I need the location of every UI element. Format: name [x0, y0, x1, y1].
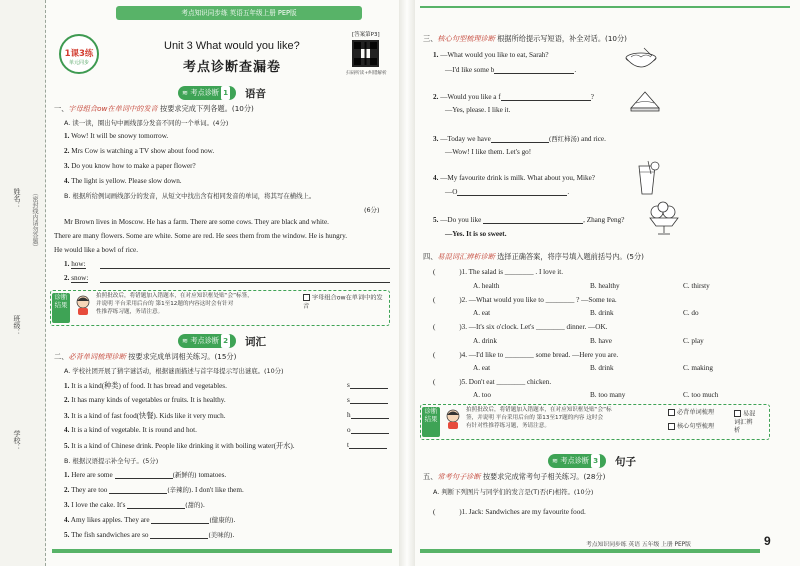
phonics-item-2[interactable]: 2. Mrs Cow is watching a TV show about food now.: [64, 147, 215, 155]
girl-mascot-icon: [73, 294, 93, 316]
binding-gutter: [0, 0, 46, 566]
mc-question-2[interactable]: ( )2. —What would you like to ________ ? —Some tea.: [433, 296, 617, 304]
fill-item-3[interactable]: 3. I love the cake. It's (甜的).: [64, 501, 205, 509]
riddle-answer-2[interactable]: s: [347, 396, 388, 404]
question-3-heading: 三、核心句型梳理诊断 根据所给提示写短语，补全对话。(10分): [423, 34, 627, 43]
dialog-3-line-1[interactable]: 3. —Today we have (西红柿汤) and rice.: [433, 135, 606, 143]
mc-question-3[interactable]: ( )3. —It's six o'clock. Let's ________ dinner. —OK.: [433, 323, 608, 331]
passage-line-3: He would like a bowl of rice.: [54, 246, 139, 254]
riddle-answer-4[interactable]: o: [347, 426, 389, 434]
passage-line-2: There are many flowers. Some are white. Some are red. He sees them from the window. He is hungry.: [54, 232, 348, 240]
diagnosis-label-1: 诊断结果: [52, 293, 70, 323]
mc-option-2a[interactable]: A. eat: [473, 309, 491, 317]
mc-question-1[interactable]: ( )1. The salad is ________ . I love it.: [433, 268, 564, 276]
riddle-item-1: 1. It is a kind(种类) of food. It has bread and vegetables.: [64, 382, 227, 390]
section-label-phonics: 语音: [245, 88, 266, 100]
unit-title: Unit 3 What would you like?: [164, 40, 300, 52]
question-4-heading: 四、易混词汇辨析诊断 选择正确答案，将序号填入题前括号内。(5分): [423, 252, 644, 261]
school-label: 学校：: [13, 430, 21, 451]
question-2-heading: 二、必背单词梳理诊断 按要求完成单词相关练习。(15分): [54, 352, 237, 361]
riddle-answer-3[interactable]: h: [347, 411, 389, 419]
section-label-sentences: 句子: [615, 456, 636, 468]
phonics-fill-2: 2. snow:: [64, 274, 89, 282]
mc-option-3b[interactable]: B. have: [590, 337, 612, 345]
question-5-instruction: 按要求完成常考句子相关练习。(28分): [482, 472, 606, 481]
answer-line-snow[interactable]: [100, 282, 390, 283]
section-badge-2: ≋ 考点诊断 2: [178, 334, 236, 348]
bottom-rule-left: [52, 549, 392, 553]
top-rule-right: [420, 6, 790, 8]
section-badge-num: 2: [221, 334, 230, 348]
dialog-1-line-1: 1. —What would you like to eat, Sarah?: [433, 51, 549, 59]
mc-question-4[interactable]: ( )4. —I'd like to ________ some bread. —Here you are.: [433, 351, 619, 359]
riddle-item-5: 5. It is a kind of Chinese drink. People like drinking it with boiling water(开水).: [64, 442, 295, 450]
q5-part-a-instruction: A. 判断下列图片与同学们的发言是(T)否(F)相符。(10分): [433, 488, 594, 496]
page-footer: 考点知识同步练 英语 五年级 上册 PEP版: [586, 542, 691, 548]
riddle-answer-5[interactable]: t: [347, 441, 387, 449]
question-3-instruction: 根据所给提示写短语，补全对话。(10分): [497, 34, 627, 43]
section-badge-text: 考点诊断: [560, 456, 590, 465]
phonics-fill-1: 1. how:: [64, 260, 86, 268]
page-title: 考点诊断查漏卷: [183, 60, 282, 75]
ice-cream-icon: [644, 200, 684, 238]
question-4-tag: 易混词汇辨析诊断: [437, 252, 495, 261]
fill-item-4[interactable]: 4. Amy likes apples. They are (健康的).: [64, 516, 236, 524]
answers-page-ref: [答案第P3]: [352, 32, 380, 38]
answer-line-how[interactable]: [100, 268, 390, 269]
mc-option-1c[interactable]: C. thirsty: [683, 282, 710, 290]
checkbox-icon[interactable]: [668, 423, 675, 430]
logo-subtext: 单元同步: [68, 60, 89, 66]
phonics-item-3[interactable]: 3. Do you know how to make a paper flower?: [64, 162, 196, 170]
mc-option-5a[interactable]: A. too: [473, 391, 491, 399]
dialog-4-line-2[interactable]: —O .: [445, 188, 570, 196]
diagnosis-checks-2[interactable]: 必背单词梳理 核心句型梳理: [668, 406, 732, 434]
mc-option-3c[interactable]: C. play: [683, 337, 704, 345]
mc-option-2b[interactable]: B. drink: [590, 309, 614, 317]
dialog-2-line-1[interactable]: 2. —Would you like a f ?: [433, 93, 594, 101]
dialog-5-line-1[interactable]: 5. —Do you like , Zhang Peng?: [433, 216, 625, 224]
mc-option-4c[interactable]: C. making: [683, 364, 713, 372]
phonics-item-1[interactable]: 1. Wow! It will be snowy tomorrow.: [64, 132, 169, 140]
fill-item-2[interactable]: 2. They are too (辛辣的). I don't like them.: [64, 486, 244, 494]
question-3-tag: 核心句型梳理诊断: [437, 34, 495, 43]
question-4-instruction: 选择正确答案，将序号填入题前括号内。(5分): [497, 252, 644, 261]
series-logo: [59, 34, 99, 74]
diagnosis-text-2: 拍照批改后，将错题加入错题本，在对应知识框处贴“会”标 签，并说明 平台采用后台的 第13至17题的内容 这时会 有针对性推荐练习题，务请注意。: [466, 407, 612, 429]
dialog-1-line-2[interactable]: —I'd like some b .: [445, 66, 577, 74]
logo-text: 1课3练: [64, 49, 94, 59]
part-b-vocab-instruction: B. 根据汉语提示补全句子。(5分): [64, 457, 159, 465]
section-badge-1: ≋ 考点诊断 1: [178, 86, 236, 100]
q5-item-1[interactable]: ( )1. Jack: Sandwiches are my favourite food.: [433, 508, 586, 516]
question-1-tag: 字母组合ow在单词中的发音: [68, 104, 158, 113]
class-label: 班级：: [13, 315, 21, 336]
riddle-item-2: 2. It has many kinds of vegetables or fruits. It is healthy.: [64, 396, 226, 404]
riddle-item-3: 3. It is a kind of fast food(快餐). Kids like it very much.: [64, 412, 226, 420]
checkbox-icon[interactable]: [734, 410, 741, 417]
mc-option-1a[interactable]: A. health: [473, 282, 500, 290]
qr-code-icon[interactable]: [352, 40, 379, 67]
riddle-answer-1[interactable]: s: [347, 381, 388, 389]
part-b-score: (6分): [364, 206, 380, 214]
page-number: 9: [764, 534, 771, 548]
dialog-2-line-2: —Yes, please. I like it.: [445, 106, 511, 114]
girl-mascot-icon: [443, 408, 463, 430]
diagnosis-label-2: 诊断结果: [422, 407, 440, 437]
sandwich-icon: [628, 88, 662, 114]
part-a-instruction: A. 读一读，圈出句中画线部分发音不同的一个单词。(4分): [64, 119, 229, 127]
orange-juice-glass-icon: [634, 160, 660, 198]
mc-option-2c[interactable]: C. do: [683, 309, 699, 317]
seal-text: （密封线内请勿答题）: [31, 190, 38, 250]
section-badge-num: 1: [221, 86, 230, 100]
qr-caption: 扫码听读+纠错解析: [346, 71, 387, 76]
part-b-instruction: B. 根据所给例词画线部分的发音，从短文中找出含有相同发音的单词，将其写在横线上。: [64, 192, 316, 200]
mc-option-4b[interactable]: B. drink: [590, 364, 614, 372]
riddle-instruction: A. 学校社团开展了猜字谜活动，根据谜面描述与首字母提示写出谜底。(10分): [64, 367, 284, 375]
diagnosis-text-1: 拍照批改后，将错题加入错题本，在对应知识框处贴“会”标签， 并说明 平台采用后台的 第1至12题的内容这时会有针对 性推荐练习题，务请注意。: [96, 293, 253, 315]
bottom-rule-right: [420, 549, 760, 553]
question-1-heading: 一、字母组合ow在单词中的发音 按要求完成下列各题。(10分): [54, 104, 254, 113]
dialog-4-line-1: 4. —My favourite drink is milk. What about you, Mike?: [433, 174, 595, 182]
top-banner: 考点知识同步练 英语五年级上册 PEP版: [116, 6, 362, 20]
question-2-instruction: 按要求完成单词相关练习。(15分): [128, 352, 237, 361]
question-5-tag: 常考句子诊断: [437, 472, 481, 481]
fill-item-1[interactable]: 1. Here are some (新鲜的) tomatoes.: [64, 471, 227, 479]
dialog-3-line-2: —Wow! I like them. Let's go!: [445, 148, 532, 156]
diagnosis-check-1[interactable]: 字母组合ow在单词中的发音: [303, 294, 383, 310]
mc-question-5[interactable]: ( )5. Don't eat ________ chicken.: [433, 378, 552, 386]
mc-option-5c[interactable]: C. too much: [683, 391, 719, 399]
page-spine: [399, 0, 415, 566]
question-5-heading: 五、常考句子诊断 按要求完成常考句子相关练习。(28分): [423, 472, 606, 481]
checkbox-icon[interactable]: [303, 294, 310, 301]
name-label: 姓名：: [13, 188, 21, 209]
fill-item-5[interactable]: 5. The fish sandwiches are so (美味的).: [64, 531, 235, 539]
section-label-vocab: 词汇: [245, 336, 266, 348]
question-1-instruction: 按要求完成下列各题。(10分): [160, 104, 254, 113]
diagnosis-side-check[interactable]: 易混词汇辨析: [734, 410, 756, 434]
mc-option-1b[interactable]: B. healthy: [590, 282, 620, 290]
riddle-item-4: 4. It is a kind of vegetable. It is round and hot.: [64, 426, 197, 434]
dialog-5-line-2: —Yes. It is so sweet.: [445, 230, 507, 238]
noodles-bowl-icon: [622, 46, 660, 76]
section-badge-num: 3: [591, 454, 600, 468]
section-badge-text: 考点诊断: [190, 336, 220, 345]
section-badge-3: ≋ 考点诊断 3: [548, 454, 606, 468]
phonics-item-4[interactable]: 4. The light is yellow. Please slow down.: [64, 177, 182, 185]
passage-line-1: Mr Brown lives in Moscow. He has a farm. There are some cows. They are black and white.: [64, 218, 329, 226]
checkbox-icon[interactable]: [668, 409, 675, 416]
section-badge-text: 考点诊断: [190, 88, 220, 97]
mc-option-5b[interactable]: B. too many: [590, 391, 626, 399]
mc-option-4a[interactable]: A. eat: [473, 364, 491, 372]
question-2-tag: 必背单词梳理诊断: [68, 352, 126, 361]
mc-option-3a[interactable]: A. drink: [473, 337, 497, 345]
